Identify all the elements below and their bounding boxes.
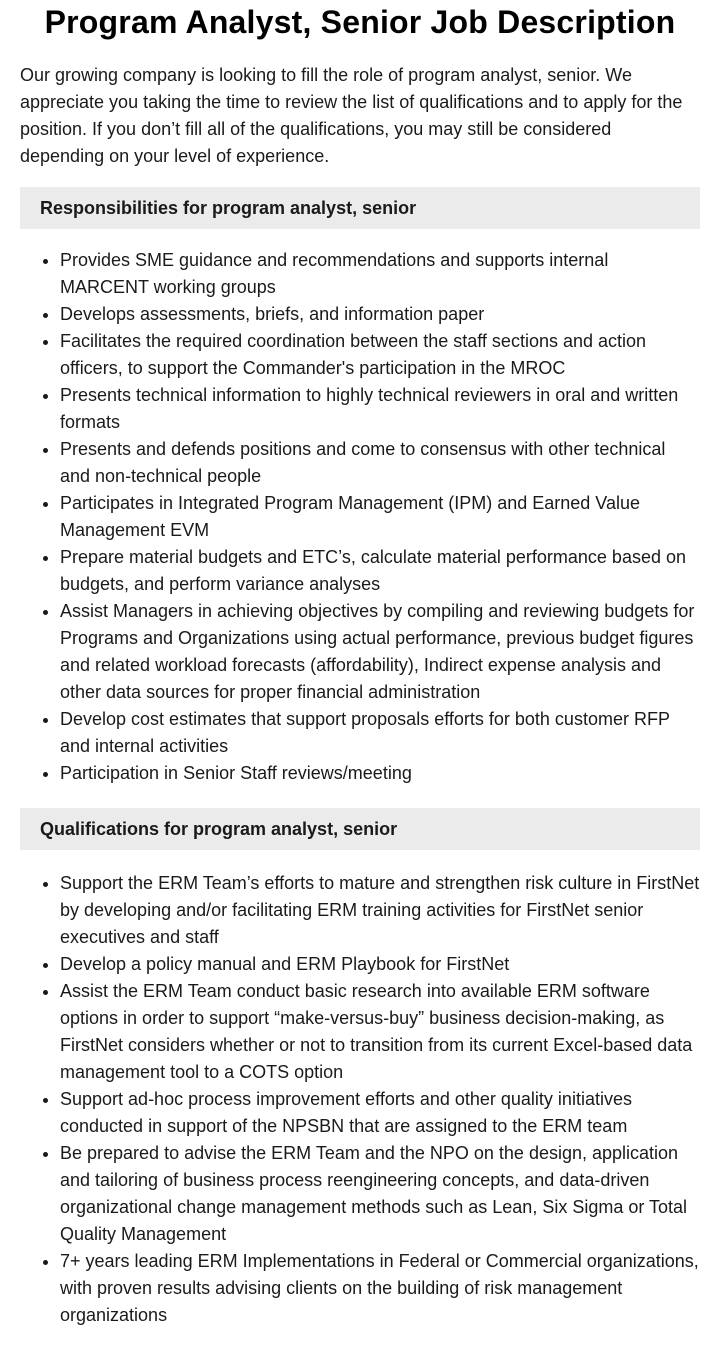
- qualifications-heading: Qualifications for program analyst, senior: [20, 808, 700, 850]
- qualifications-list: [20, 870, 700, 1329]
- list-item: • Assist Managers in achieving objectives by compiling and reviewing budgets for Programs and Organizations using actual performance, previous budget figures and related workload forecasts (affordability), Indirect expense analysis and other data sources for proper financial administration: [60, 598, 700, 706]
- responsibilities-list: [20, 247, 700, 787]
- list-item: • Support ad-hoc process improvement efforts and other quality initiatives conducted in support of the NPSBN that are assigned to the ERM team: [60, 1086, 700, 1140]
- list-item: • Assist the ERM Team conduct basic research into available ERM software options in order to support “make-versus-buy” business decision-making, as FirstNet considers whether or not to transition from its current Excel-based data management tool to a COTS option: [60, 978, 700, 1086]
- list-item: • Provides SME guidance and recommendations and supports internal MARCENT working groups: [60, 247, 700, 301]
- list-item: • Support the ERM Team’s efforts to mature and strengthen risk culture in FirstNet by developing and/or facilitating ERM training activities for FirstNet senior executives and staff: [60, 870, 700, 951]
- list-item: • Facilitates the required coordination between the staff sections and action officers, to support the Commander's participation in the MROC: [60, 328, 700, 382]
- list-item: • Develop cost estimates that support proposals efforts for both customer RFP and internal activities: [60, 706, 700, 760]
- list-item: • 7+ years leading ERM Implementations in Federal or Commercial organizations, with proven results advising clients on the building of risk management organizations: [60, 1248, 700, 1329]
- list-item: • Prepare material budgets and ETC’s, calculate material performance based on budgets, and perform variance analyses: [60, 544, 700, 598]
- list-item: • Presents technical information to highly technical reviewers in oral and written formats: [60, 382, 700, 436]
- list-item: • Participates in Integrated Program Management (IPM) and Earned Value Management EVM: [60, 490, 700, 544]
- intro-paragraph: Our growing company is looking to fill the role of program analyst, senior. We appreciate you taking the time to review the list of qualifications and to apply for the position. If you don’t fill all of the qualifications, you may still be considered depending on your level of experience.: [20, 65, 683, 166]
- list-item: • Develops assessments, briefs, and information paper: [60, 301, 700, 328]
- list-item: • Presents and defends positions and come to consensus with other technical and non-technical people: [60, 436, 700, 490]
- list-item: • Be prepared to advise the ERM Team and the NPO on the design, application and tailoring of business process reengineering concepts, and data-driven organizational change management methods such as Lean, Six Sigma or Total Quality Management: [60, 1140, 700, 1248]
- responsibilities-heading: Responsibilities for program analyst, senior: [20, 187, 700, 229]
- page-title: Program Analyst, Senior Job Description: [44, 4, 676, 40]
- list-item: • Participation in Senior Staff reviews/meeting: [60, 760, 700, 787]
- list-item: • Develop a policy manual and ERM Playbook for FirstNet: [60, 951, 700, 978]
